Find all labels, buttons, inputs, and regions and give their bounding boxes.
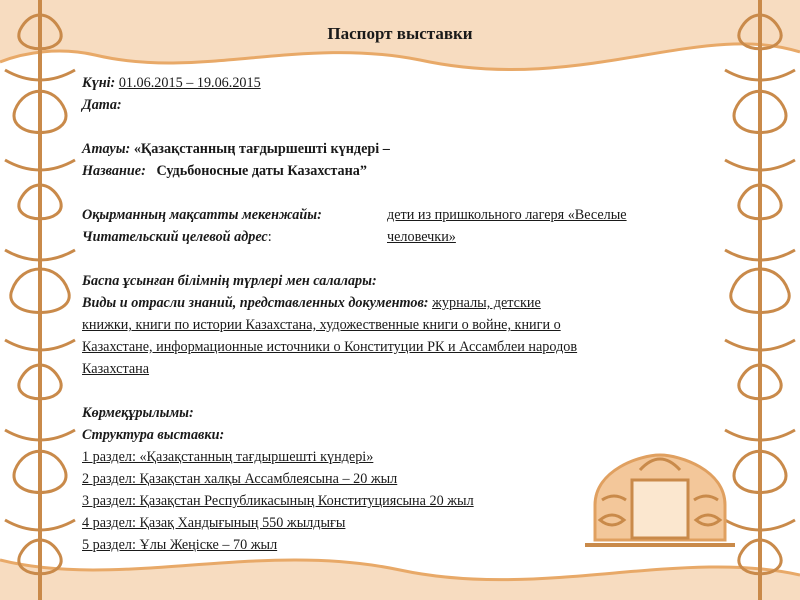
docs-ru-row xyxy=(82,292,712,314)
passport-content xyxy=(82,72,712,556)
docs-line3: Казахстане, информационные источники о Конституции РК и Ассамблеи народов xyxy=(82,339,578,355)
name-ru-row xyxy=(82,160,712,182)
docs-line4: Казахстана xyxy=(82,361,150,377)
docs-ru-label: Виды и отрасли знаний, представленных документов: xyxy=(82,295,429,311)
bottom-wave-band xyxy=(0,560,800,600)
audience-block xyxy=(82,204,712,248)
structure-kz-label: Көрмеқұрылымы: xyxy=(82,405,194,421)
docs-kz-label: Баспа ұсынған білімнің түрлері мен салалары: xyxy=(82,273,377,289)
audience-ru-colon: : xyxy=(267,229,272,245)
audience-value-line1: дети из пришкольного лагеря «Веселые xyxy=(387,207,627,223)
page-title: Паспорт выставки xyxy=(327,24,473,43)
section-5: 5 раздел: Ұлы Жеңіске – 70 жыл xyxy=(82,537,278,553)
audience-value-line2: человечки» xyxy=(387,229,456,245)
audience-ru-label: Читательский целевой адрес xyxy=(82,229,268,245)
name-kz-row xyxy=(82,138,712,160)
audience-value xyxy=(387,204,697,248)
date-ru-row xyxy=(82,94,712,116)
date-kz-row xyxy=(82,72,712,94)
name-kz-value: «Қазақстанның тағдыршешті күндері – xyxy=(133,141,390,157)
audience-kz-label: Оқырманның мақсатты мекенжайы: xyxy=(82,207,322,223)
left-ornament-column xyxy=(5,0,75,600)
date-kz-label: Күні: xyxy=(82,75,116,91)
docs-line2: книжки, книги по истории Казахстана, художественные книги о войне, книги о xyxy=(82,317,561,333)
date-ru-label: Дата: xyxy=(82,97,122,113)
name-kz-label: Атауы: xyxy=(82,141,131,157)
right-ornament-column xyxy=(725,0,795,600)
section-4: 4 раздел: Қазақ Хандығының 550 жылдығы xyxy=(82,515,346,531)
section-3: 3 раздел: Қазақстан Республикасының Конституциясына 20 жыл xyxy=(82,493,474,509)
docs-line1: журналы, детские xyxy=(432,295,541,311)
date-value: 01.06.2015 – 19.06.2015 xyxy=(118,75,261,91)
name-ru-value: Судьбоносные даты Казахстана” xyxy=(156,163,367,179)
section-2: 2 раздел: Қазақстан халқы Ассамблеясына – 20 жыл xyxy=(82,471,398,487)
structure-ru-label: Структура выставки: xyxy=(82,427,225,443)
section-1: 1 раздел: «Қазақстанның тағдыршешті күндері» xyxy=(82,449,374,465)
name-ru-label: Название: xyxy=(82,163,146,179)
